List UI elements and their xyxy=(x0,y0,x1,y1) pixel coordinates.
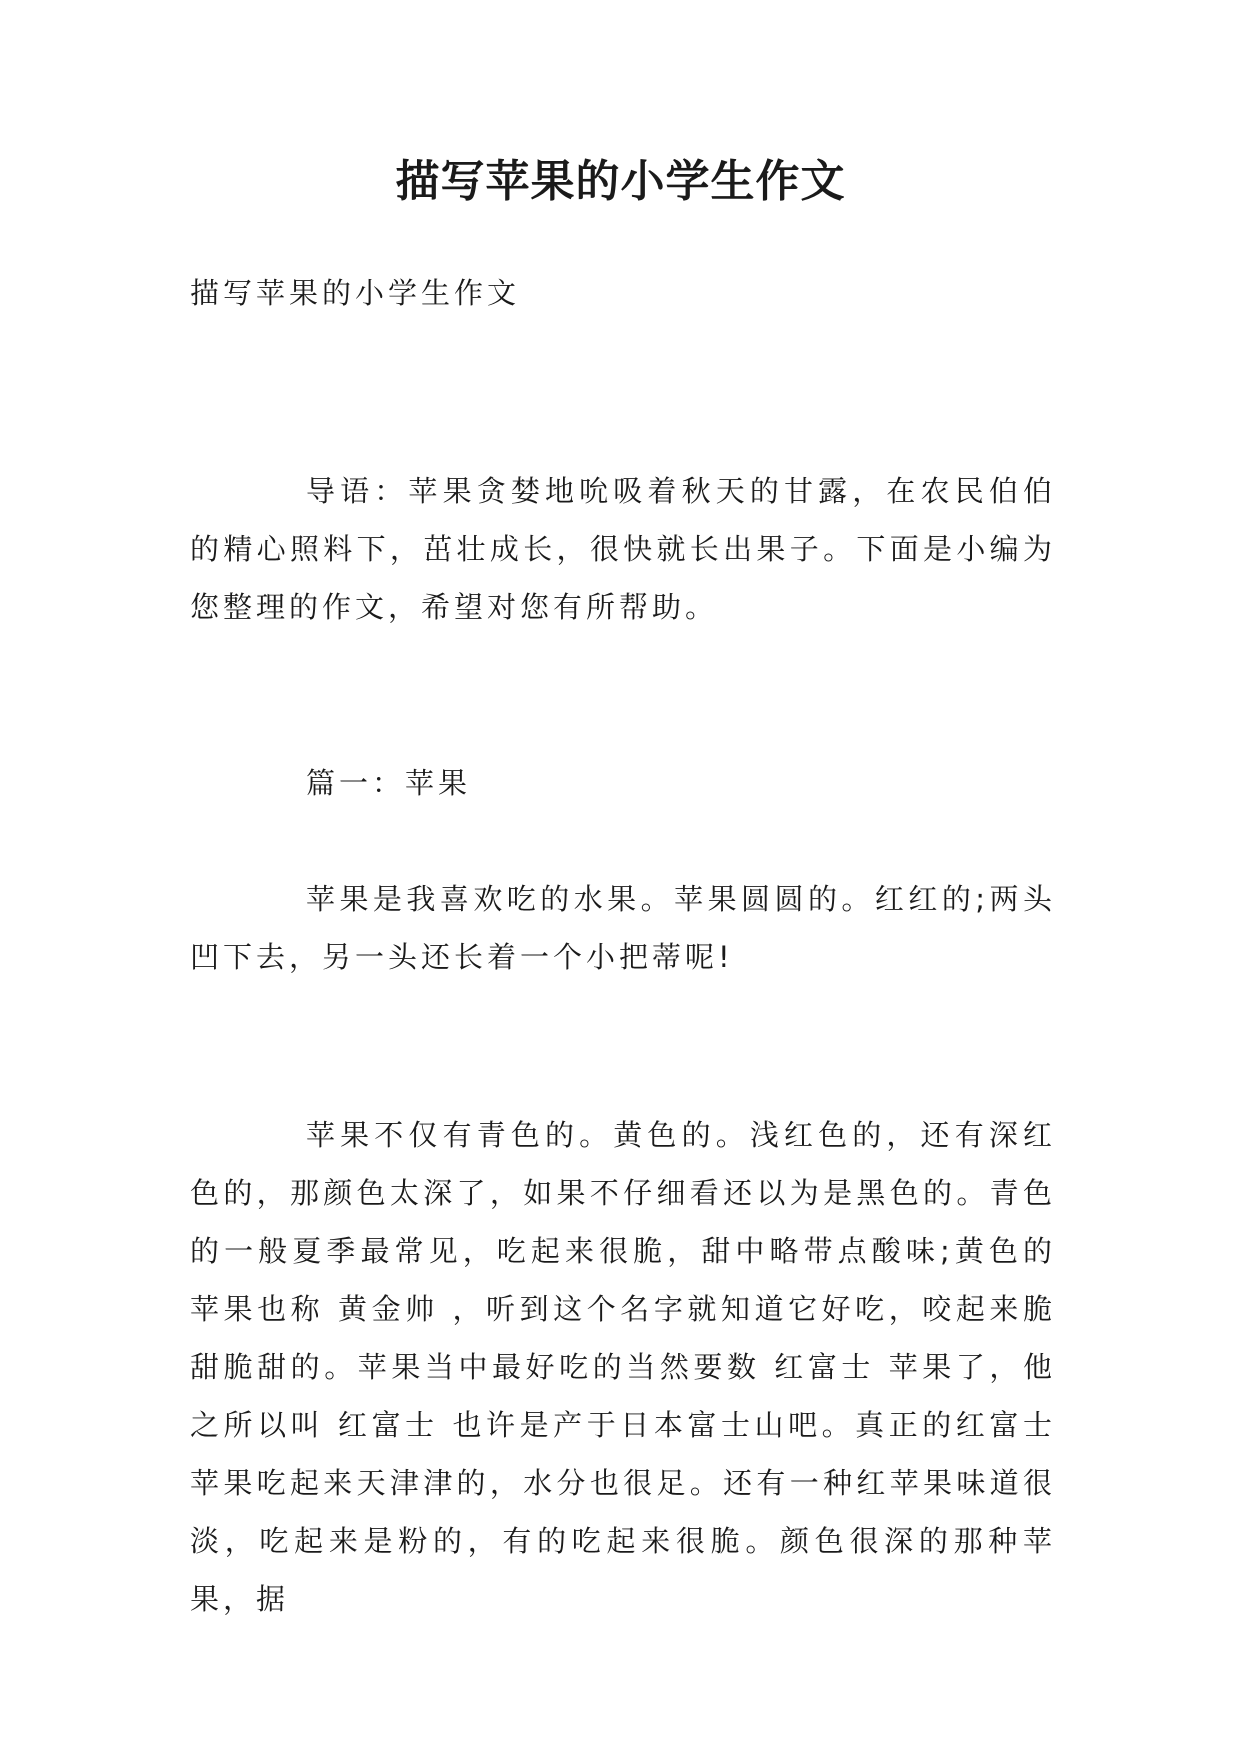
document-subtitle: 描写苹果的小学生作文 xyxy=(190,276,521,310)
intro-paragraph: 导语：苹果贪婪地吮吸着秋天的甘露，在农民伯伯的精心照料下，茁壮成长，很快就长出果子。下面是小编为您整理的作文，希望对您有所帮助。 xyxy=(190,474,1056,624)
document-title: 描写苹果的小学生作文 xyxy=(395,156,846,207)
paragraph-1: 苹果是我喜欢吃的水果。苹果圆圆的。红红的;两头凹下去，另一头还长着一个小把蒂呢! xyxy=(190,882,1056,974)
section-heading: 篇一：苹果 xyxy=(306,766,472,800)
paragraph-2: 苹果不仅有青色的。黄色的。浅红色的，还有深红色的，那颜色太深了，如果不仔细看还以为是黑色的。青色的一般夏季最常见，吃起来很脆，甜中略带点酸味;黄色的苹果也称 黄金帅 ，听到这个名字就知道它好吃，咬起来脆甜脆甜的。苹果当中最好吃的当然要数 红富士 苹果了，他之所以叫 红富士 也许是产于日本富士山吧。真正的红富士苹果吃起来天津津的，水分也很足。还有一种红苹果味道很淡，吃起来是粉的，有的吃起来很脆。颜色很深的那种苹果，据 xyxy=(190,1118,1056,1616)
